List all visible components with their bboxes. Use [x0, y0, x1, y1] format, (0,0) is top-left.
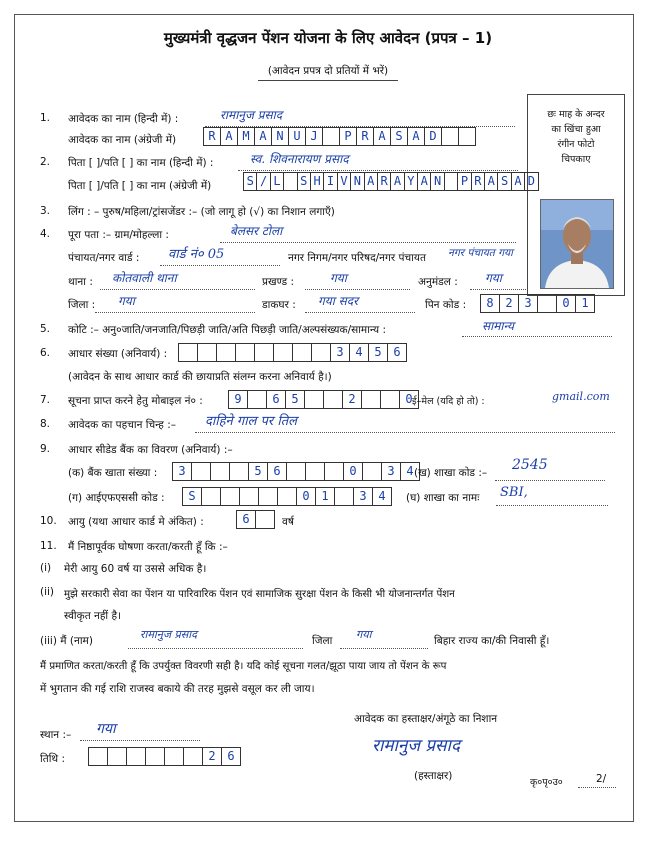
char-box[interactable]	[324, 391, 343, 408]
anumandal-value[interactable]: गया	[485, 271, 502, 285]
pincode-label: पिन कोड :	[425, 299, 467, 311]
branch-code-label: (ख) शाखा कोड :–	[414, 467, 488, 479]
char-box[interactable]	[305, 391, 324, 408]
char-box[interactable]: 3	[382, 463, 401, 480]
item-number: 4.	[40, 228, 51, 240]
identity-mark-value[interactable]: दाहिने गाल पर तिल	[205, 414, 297, 429]
branch-name-value[interactable]: SBI,	[500, 485, 528, 500]
char-box[interactable]: 2	[343, 391, 362, 408]
char-box[interactable]: 5	[286, 391, 305, 408]
photo-note-line: चिपकाए	[561, 154, 591, 165]
char-box[interactable]: J	[306, 128, 323, 145]
char-box[interactable]: 5	[369, 344, 388, 361]
date-label: तिथि :	[40, 753, 66, 765]
char-box[interactable]: 9	[229, 391, 248, 408]
dakghar-line	[305, 312, 415, 313]
char-box[interactable]	[127, 748, 146, 765]
char-box[interactable]: R	[204, 128, 221, 145]
char-box[interactable]	[325, 463, 344, 480]
form-subtitle: (आवेदन प्रपत्र दो प्रतियों में भरें)	[267, 65, 389, 77]
char-box[interactable]: S	[244, 173, 257, 190]
char-box[interactable]: R	[357, 128, 374, 145]
email-label: ई–मेल (यदि हो तो) :	[412, 396, 485, 407]
char-box[interactable]: R	[378, 173, 391, 190]
father-name-hindi-line	[238, 170, 518, 171]
name-hindi-label: आवेदक का नाम (हिन्दी में) :	[68, 113, 179, 125]
page-turn-line	[578, 787, 616, 788]
thana-label: थाना :	[68, 276, 93, 288]
page-turn-value: 2/	[596, 773, 607, 785]
jila-value[interactable]: गया	[118, 294, 135, 308]
char-box[interactable]: S	[498, 173, 511, 190]
char-box[interactable]: M	[238, 128, 255, 145]
char-box[interactable]	[323, 128, 340, 145]
char-box[interactable]	[202, 488, 221, 505]
gender-label: लिंग : – पुरुष/महिला/ट्रांसजेंडर :– (जो लागू हो (√) का निशान लगाएँ)	[68, 206, 335, 218]
char-box[interactable]: A	[512, 173, 525, 190]
age-unit: वर्ष	[282, 516, 294, 528]
father-name-hindi-label: पिता [ ]/पति [ ] का नाम (हिन्दी में) :	[68, 157, 214, 169]
char-box[interactable]: R	[472, 173, 485, 190]
prakhand-value[interactable]: गया	[330, 271, 347, 285]
father-name-english-boxes[interactable]	[243, 172, 539, 191]
bank-details-label: आधार सीडेड बैंक का विवरण (अनिवार्य) :–	[68, 444, 233, 456]
dakghar-label: डाकघर :	[262, 299, 296, 311]
declaration-pension-line2: स्वीकृत नहीं है।	[64, 610, 122, 622]
char-box[interactable]: S	[298, 173, 311, 190]
declaration-district-value[interactable]: गया	[356, 628, 372, 641]
char-box[interactable]: 0	[557, 295, 576, 312]
char-box[interactable]: H	[311, 173, 324, 190]
ward-value[interactable]: वार्ड नं० 05	[168, 247, 225, 262]
char-box[interactable]	[255, 344, 274, 361]
char-box[interactable]	[442, 128, 459, 145]
char-box[interactable]	[179, 344, 198, 361]
applicant-photo	[540, 199, 614, 289]
anumandal-line	[470, 289, 526, 290]
identity-mark-line	[195, 432, 615, 433]
mobile-label: सूचना प्राप्त करने हेतु मोबाइल नं० :	[68, 395, 203, 407]
pincode-boxes[interactable]	[480, 294, 595, 313]
char-box[interactable]	[211, 463, 230, 480]
branch-code-line	[495, 480, 605, 481]
declaration-pension-line1: मुझे सरकारी सेवा का पेंशन या पारिवारिक पेंशन एवं सामाजिक सुरक्षा पेंशन के किसी भी योजनान्तर्गत पेंशन	[64, 589, 455, 600]
char-box[interactable]	[236, 344, 255, 361]
char-box[interactable]	[363, 463, 382, 480]
anumandal-label: अनुमंडल :	[418, 276, 458, 288]
declaration-label: मैं निष्ठापूर्वक घोषणा करता/करती हूँ कि :–	[68, 541, 228, 553]
char-box[interactable]	[217, 344, 236, 361]
char-box[interactable]: 4	[350, 344, 369, 361]
char-box[interactable]	[312, 344, 331, 361]
char-box[interactable]	[287, 463, 306, 480]
signature-value[interactable]: रामानुज प्रसाद	[372, 736, 460, 756]
signature-label: आवेदक का हस्ताक्षर/अंगूठे का निशान	[354, 713, 498, 725]
subtitle-underline	[258, 80, 398, 81]
char-box[interactable]: P	[458, 173, 471, 190]
name-english-label: आवेदक का नाम (अंग्रेजी में)	[68, 134, 177, 146]
char-box[interactable]	[184, 748, 203, 765]
char-box[interactable]: 0	[344, 463, 363, 480]
char-box[interactable]: A	[408, 128, 425, 145]
char-box[interactable]: V	[338, 173, 351, 190]
char-box[interactable]: S	[391, 128, 408, 145]
char-box[interactable]	[89, 748, 108, 765]
ifsc-label: (ग) आईएफएससी कोड :	[68, 492, 165, 504]
char-box[interactable]: 3	[519, 295, 538, 312]
branch-code-value[interactable]: 2545	[512, 457, 548, 473]
char-box[interactable]: N	[431, 173, 444, 190]
char-box[interactable]	[146, 748, 165, 765]
char-box[interactable]	[459, 128, 475, 145]
char-box[interactable]: 3	[354, 488, 373, 505]
aadhaar-boxes[interactable]	[178, 343, 407, 362]
aadhaar-note: (आवेदन के साथ आधार कार्ड की छायाप्रति संलग्न करना अनिवार्य है।)	[68, 371, 332, 383]
item-number: 6.	[40, 347, 51, 359]
place-line	[80, 740, 200, 741]
char-box[interactable]	[198, 344, 217, 361]
char-box[interactable]	[221, 488, 240, 505]
char-box[interactable]: 6	[393, 345, 401, 359]
char-box[interactable]	[445, 173, 458, 190]
declaration-name-prefix: (iii) मैं (नाम)	[40, 635, 93, 647]
photo-instructions	[528, 107, 624, 167]
char-box[interactable]: P	[340, 128, 357, 145]
char-box[interactable]: 6	[268, 463, 287, 480]
page-turn-label: कृ०पृ०उ०	[530, 777, 563, 788]
prakhand-line	[305, 289, 410, 290]
char-box[interactable]	[362, 391, 381, 408]
declaration-resident: बिहार राज्य का/की निवासी हूँ।	[434, 635, 550, 647]
char-box[interactable]: D	[527, 174, 536, 188]
char-box[interactable]: 4	[378, 489, 386, 503]
char-box[interactable]: 1	[316, 488, 335, 505]
item-number: 10.	[40, 515, 57, 527]
place-value[interactable]: गया	[96, 721, 116, 737]
char-box[interactable]: 4	[406, 464, 414, 478]
age-boxes[interactable]	[236, 510, 275, 529]
item-number: 7.	[40, 394, 51, 406]
father-name-hindi-value[interactable]: स्व. शिवनारायण प्रसाद	[250, 152, 349, 166]
account-number-boxes[interactable]	[172, 462, 420, 481]
address-label: पूरा पता :– ग्राम/मोहल्ला :	[68, 229, 169, 241]
char-box[interactable]: 2	[500, 295, 519, 312]
char-box[interactable]	[306, 463, 325, 480]
photo-note-line: छः माह के अन्दर	[547, 109, 605, 120]
char-box[interactable]	[274, 344, 293, 361]
declaration-district-line	[340, 648, 428, 649]
branch-name-label: (घ) शाखा का नामः	[406, 492, 480, 504]
ward-label: पंचायत/नगर वार्ड :	[68, 252, 140, 264]
photo-box	[527, 94, 625, 296]
item-number: 9.	[40, 443, 51, 455]
char-box[interactable]: A	[374, 128, 391, 145]
account-number-label: (क) बैंक खाता संख्या :	[68, 467, 158, 479]
photo-note-line: रंगीन फोटो	[557, 139, 595, 150]
char-box[interactable]: I	[324, 173, 337, 190]
char-box[interactable]: 2	[203, 748, 222, 765]
certification-line1: मैं प्रमाणित करता/करती हूँ कि उपर्युक्त विवरणी सही है। यदि कोई सूचना गलत/झूठा पाया जाय तो पेंशन के रूप	[40, 661, 447, 672]
char-box[interactable]	[538, 295, 557, 312]
char-box[interactable]: N	[272, 128, 289, 145]
identity-mark-label: आवेदक का पहचान चिन्ह :–	[68, 419, 176, 431]
char-box[interactable]: N	[351, 173, 364, 190]
item-number: 8.	[40, 418, 51, 430]
char-box[interactable]: 3	[331, 344, 350, 361]
jila-line	[95, 312, 255, 313]
char-box[interactable]	[278, 488, 297, 505]
thana-value[interactable]: कोतवाली थाना	[112, 271, 177, 285]
nagar-value[interactable]: नगर पंचायत गया	[448, 247, 513, 259]
char-box[interactable]	[381, 391, 400, 408]
char-box[interactable]	[230, 463, 249, 480]
char-box[interactable]: 8	[481, 295, 500, 312]
certification-line2: में भुगतान की गई राशि राजस्व बकाये की तरह मुझसे वसूल कर ली जाय।	[40, 683, 315, 695]
ward-line	[160, 265, 280, 266]
declaration-number: (i)	[40, 562, 52, 574]
place-label: स्थान :–	[40, 729, 72, 741]
form-title: मुख्यमंत्री वृद्धजन पेंशन योजना के लिए आवेदन (प्रपत्र – 1)	[163, 29, 493, 47]
item-number: 2.	[40, 156, 51, 168]
char-box[interactable]: /	[257, 173, 270, 190]
char-box[interactable]: 6	[267, 391, 286, 408]
declaration-name-line	[128, 648, 303, 649]
char-box[interactable]	[284, 173, 297, 190]
char-box[interactable]: D	[425, 128, 442, 145]
char-box[interactable]: A	[221, 128, 238, 145]
declaration-district-label: जिला	[312, 635, 333, 647]
char-box[interactable]	[165, 748, 184, 765]
char-box[interactable]: L	[271, 173, 284, 190]
item-number: 1.	[40, 112, 51, 124]
char-box[interactable]: 3	[173, 463, 192, 480]
char-box[interactable]	[293, 344, 312, 361]
char-box[interactable]: 1	[581, 296, 589, 310]
date-boxes[interactable]	[88, 747, 241, 766]
category-line	[462, 336, 612, 337]
father-name-english-label: पिता [ ]/पति [ ] का नाम (अंग्रेजी में)	[68, 180, 212, 192]
address-value[interactable]: बेलसर टोला	[230, 224, 283, 238]
char-box[interactable]: A	[255, 128, 272, 145]
declaration-number: (ii)	[40, 586, 55, 598]
char-box[interactable]: 6	[227, 749, 235, 763]
nagar-label: नगर निगम/नगर परिषद/नगर पंचायत	[288, 252, 426, 264]
char-box[interactable]: A	[418, 173, 431, 190]
char-box[interactable]	[259, 488, 278, 505]
char-box[interactable]: 0	[297, 488, 316, 505]
email-value[interactable]: gmail.com	[552, 390, 610, 403]
char-box[interactable]: U	[289, 128, 306, 145]
declaration-age: मेरी आयु 60 वर्ष या उससे अधिक है।	[64, 563, 207, 575]
item-number: 11.	[40, 540, 57, 552]
item-number: 5.	[40, 323, 51, 335]
char-box[interactable]	[256, 511, 274, 528]
declaration-name-value[interactable]: रामानुज प्रसाद	[140, 628, 197, 641]
char-box[interactable]: 5	[249, 463, 268, 480]
aadhaar-label: आधार संख्या (अनिवार्य) :	[68, 348, 168, 360]
age-label: आयु (यथा आधार कार्ड मे अंकित) :	[68, 516, 204, 528]
char-box[interactable]	[248, 391, 267, 408]
char-box[interactable]: 0	[405, 392, 413, 406]
char-box[interactable]	[240, 488, 259, 505]
char-box[interactable]: Y	[405, 173, 418, 190]
char-box[interactable]: 6	[237, 511, 256, 528]
dakghar-value[interactable]: गया सदर	[318, 294, 359, 308]
char-box[interactable]: A	[365, 173, 378, 190]
char-box[interactable]: A	[391, 173, 404, 190]
photo-note-line: का खिंचा हुआ	[551, 124, 601, 135]
char-box[interactable]	[192, 463, 211, 480]
prakhand-label: प्रखण्ड :	[262, 276, 295, 288]
char-box[interactable]	[335, 488, 354, 505]
branch-name-line	[496, 505, 608, 506]
name-hindi-value[interactable]: रामानुज प्रसाद	[220, 108, 283, 122]
jila-label: जिला :	[68, 299, 96, 311]
char-box[interactable]	[108, 748, 127, 765]
ifsc-boxes[interactable]	[182, 487, 392, 506]
name-english-boxes[interactable]	[203, 127, 476, 146]
char-box[interactable]: A	[485, 173, 498, 190]
item-number: 3.	[40, 205, 51, 217]
address-line	[220, 242, 516, 243]
signature-caption: (हस्ताक्षर)	[414, 770, 453, 782]
thana-line	[100, 289, 255, 290]
mobile-boxes[interactable]	[228, 390, 419, 409]
char-box[interactable]: S	[183, 488, 202, 505]
category-value[interactable]: सामान्य	[482, 319, 515, 333]
category-label: कोटि :– अनु०जाति/जनजाति/पिछड़ी जाति/अति पिछड़ी जाति/अल्पसंख्यक/सामान्य :	[68, 324, 386, 336]
